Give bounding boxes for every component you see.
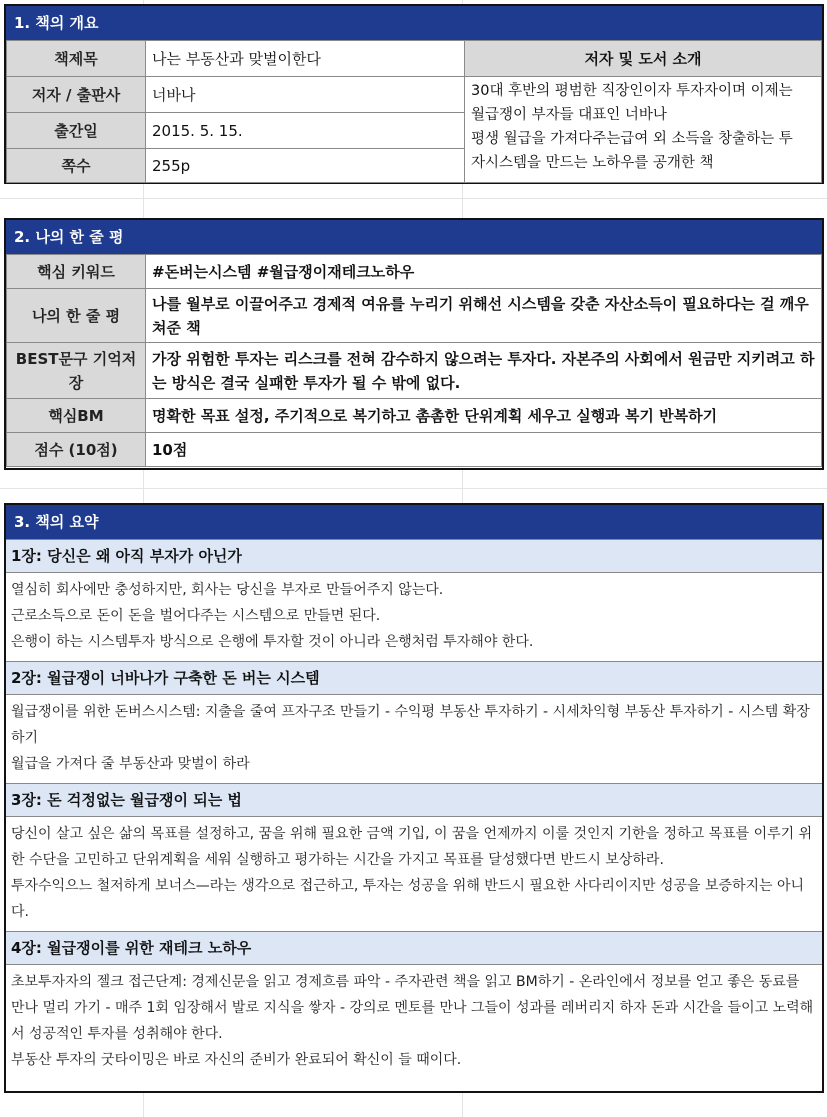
section-book-overview <box>4 4 824 184</box>
label-best-quote: BEST문구 기억저장 <box>7 343 146 399</box>
intro-line: 30대 후반의 평범한 직장인이자 투자자이며 이제는 <box>471 83 793 99</box>
section-title: 3. 책의 요약 <box>6 505 822 539</box>
intro-line: 월급쟁이 부자들 대표인 너바나 <box>471 107 667 123</box>
overview-table <box>6 40 822 183</box>
label-core-bm: 핵심BM <box>7 399 146 433</box>
label-date: 출간일 <box>7 113 146 149</box>
grid-line <box>0 198 827 199</box>
label-keywords: 핵심 키워드 <box>7 255 146 289</box>
value-title: 나는 부동산과 맞벌이한다 <box>146 41 465 77</box>
grid-line <box>0 488 827 489</box>
section-one-line-review <box>4 218 824 470</box>
value-review: 나를 월부로 이끌어주고 경제적 여유를 누리기 위해선 시스템을 갖춘 자산소득이 필요하다는 걸 깨우쳐준 책 <box>146 289 822 343</box>
chapter-line: 근로소득으로 돈이 돈을 벌어다주는 시스템으로 만들면 된다. <box>11 608 381 624</box>
review-table <box>6 254 822 467</box>
intro-line: 자시스템을 만드는 노하우를 공개한 책 <box>471 155 714 171</box>
value-score: 10점 <box>146 433 822 467</box>
intro-line: 평생 월급을 가져다주는급여 외 소득을 창출하는 투 <box>471 131 793 147</box>
chapter-line: 월급쟁이를 위한 돈버스시스템: 지출을 줄여 프자구조 만들기 - 수익평 부동산 투자하기 - 시세차익형 부동산 투자하기 - 시스템 확장하기 <box>11 704 810 746</box>
chapter-body <box>6 695 822 783</box>
label-pages: 쪽수 <box>7 149 146 183</box>
chapter-line: 부동산 투자의 굿타이밍은 바로 자신의 준비가 완료되어 확신이 들 때이다. <box>11 1052 462 1068</box>
intro-text <box>465 77 822 183</box>
value-author: 너바나 <box>146 77 465 113</box>
chapter-title: 4장: 월급쟁이를 위한 재테크 노하우 <box>6 931 822 965</box>
chapter-body <box>6 817 822 931</box>
intro-header: 저자 및 도서 소개 <box>465 41 822 77</box>
value-keywords: #돈버는시스템 #월급쟁이재테크노하우 <box>146 255 822 289</box>
label-score: 점수 (10점) <box>7 433 146 467</box>
chapter-line: 월급을 가져다 줄 부동산과 맞벌이 하라 <box>11 756 250 772</box>
chapter-line: 초보투자자의 젤크 접근단계: 경제신문을 읽고 경제흐름 파악 - 주자관련 책을 읽고 BM하기 - 온라인에서 정보를 얻고 좋은 동료를 만나 멀리 가기 - 매주 1회 임장해서 발로 지식을 쌓자 - 강의로 멘토를 만나 그들이 성과를 레버리지 하자 돈과 시간을 들이고 노력해서 성공적인 투자를 성취해야 한다. <box>11 974 814 1042</box>
chapter-line: 은행이 하는 시스템투자 방식으로 은행에 투자할 것이 아니라 은행처럼 투자해야 한다. <box>11 634 534 650</box>
label-review: 나의 한 줄 평 <box>7 289 146 343</box>
value-core-bm: 명확한 목표 설정, 주기적으로 복기하고 촘촘한 단위계획 세우고 실행과 복기 반복하기 <box>146 399 822 433</box>
chapter-title: 3장: 돈 걱정없는 월급쟁이 되는 법 <box>6 783 822 817</box>
label-author: 저자 / 출판사 <box>7 77 146 113</box>
value-best-quote: 가장 위험한 투자는 리스크를 전혀 감수하지 않으려는 투자다. 자본주의 사회에서 원금만 지키려고 하는 방식은 결국 실패한 투자가 될 수 밖에 없다. <box>146 343 822 399</box>
chapter-body <box>6 573 822 661</box>
section-title: 2. 나의 한 줄 평 <box>6 220 822 254</box>
chapter-body <box>6 965 822 1079</box>
value-date: 2015. 5. 15. <box>146 113 465 149</box>
chapter-line: 투자수익으느 철저하게 보너스—라는 생각으로 접근하고, 투자는 성공을 위해 반드시 필요한 사다리이지만 성공을 보증하지는 아니다. <box>11 878 805 920</box>
label-title: 책제목 <box>7 41 146 77</box>
section-book-summary <box>4 503 824 1093</box>
chapter-line: 당신이 살고 싶은 삶의 목표를 설정하고, 꿈을 위해 필요한 금액 기입, 이 꿈을 언제까지 이룰 것인지 기한을 정하고 목표를 이루기 위한 수단을 고민하고 단위계획을 세워 실행하고 평가하는 시간을 가지고 목표를 달성했다면 반드시 보상하라. <box>11 826 813 868</box>
chapter-title: 2장: 월급쟁이 너바나가 구축한 돈 버는 시스템 <box>6 661 822 695</box>
section-title: 1. 책의 개요 <box>6 6 822 40</box>
chapter-line: 열심히 회사에만 충성하지만, 회사는 당신을 부자로 만들어주지 않는다. <box>11 582 444 598</box>
value-pages: 255p <box>146 149 465 183</box>
chapter-title: 1장: 당신은 왜 아직 부자가 아닌가 <box>6 539 822 573</box>
